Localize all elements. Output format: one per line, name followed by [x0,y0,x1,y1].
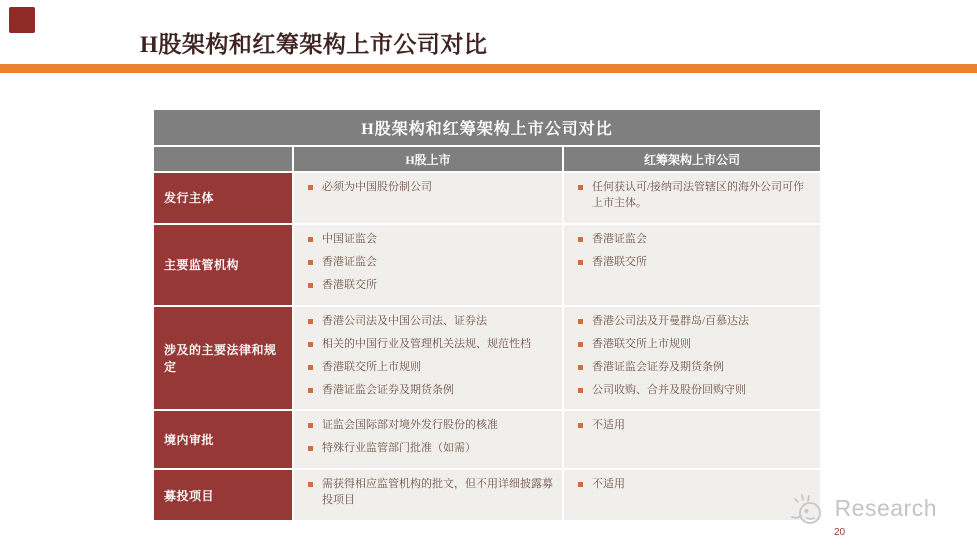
bullet-text: 香港证监会 [592,232,647,245]
bullet-list [576,180,812,212]
bullet-list [306,477,554,509]
bullet-item [306,360,554,376]
bullet-square-icon [308,237,313,242]
table-row [154,225,820,305]
table-row [154,411,820,468]
bullet-square-icon [308,260,313,265]
bullet-item [306,278,554,294]
row-label: 涉及的主要法律和规定 [154,307,292,410]
table-column-header-row [154,147,820,171]
page-title: H股架构和红筹架构上市公司对比 [140,32,488,57]
bullet-list [576,314,812,399]
row-label: 发行主体 [154,173,292,223]
bullet-square-icon [578,185,583,190]
bullet-item [576,255,812,271]
bullet-item [576,418,812,434]
bullet-item [576,314,812,330]
table-row [154,307,820,410]
bullet-item [306,441,554,457]
bullet-item [576,180,812,212]
bullet-item [306,232,554,248]
comparison-table [152,108,822,522]
bullet-square-icon [578,319,583,324]
bullet-text: 香港联交所 [592,255,647,268]
bullet-list [306,314,554,399]
cell-red-chip [564,411,820,468]
bullet-list [576,232,812,271]
bullet-item [306,255,554,271]
bullet-square-icon [308,446,313,451]
bullet-text: 香港联交所上市规则 [322,360,421,373]
bullet-text: 香港公司法及开曼群岛/百慕达法 [592,314,750,327]
cell-h-share [294,225,562,305]
bullet-item [306,180,554,196]
bullet-item [576,337,812,353]
column-header-h-share: H股上市 [294,147,562,171]
bullet-item [576,383,812,399]
bullet-square-icon [308,365,313,370]
bird-icon [787,489,829,527]
bullet-list [306,232,554,294]
row-label: 募投项目 [154,470,292,520]
page-number: 20 [834,527,846,538]
bullet-list [576,418,812,434]
bullet-item [306,418,554,434]
table-row [154,470,820,520]
bullet-text: 香港证监会证券及期货条例 [322,383,454,396]
bullet-square-icon [308,482,313,487]
cell-red-chip [564,307,820,410]
row-label: 境内审批 [154,411,292,468]
bullet-square-icon [578,260,583,265]
cell-h-share [294,470,562,520]
cell-red-chip [564,470,820,520]
column-header-blank [154,147,292,171]
bullet-text: 特殊行业监管部门批准（如需） [322,442,476,455]
bullet-item [306,314,554,330]
bullet-text: 相关的中国行业及管理机关法规、规范性档 [322,337,531,350]
bullet-text: 不适用 [592,419,625,432]
bullet-item [306,383,554,399]
bullet-square-icon [308,185,313,190]
bullet-item [576,477,812,493]
footer-brand [787,489,937,527]
cell-h-share [294,173,562,223]
bullet-square-icon [578,342,583,347]
bullet-text: 香港联交所上市规则 [592,337,691,350]
bullet-item [306,337,554,353]
bullet-square-icon [308,283,313,288]
bullet-text: 香港联交所 [322,278,377,291]
bullet-list [306,180,554,196]
bullet-square-icon [578,482,583,487]
bullet-text: 香港证监会 [322,255,377,268]
bullet-list [306,418,554,457]
bullet-text: 中国证监会 [322,232,377,245]
bullet-square-icon [308,319,313,324]
table-title: H股架构和红筹架构上市公司对比 [154,110,820,145]
bullet-item [576,360,812,376]
bullet-text: 香港证监会证券及期货条例 [592,360,724,373]
bullet-text: 不适用 [592,478,625,491]
bullet-square-icon [308,388,313,393]
bullet-text: 香港公司法及中国公司法、证券法 [322,314,487,327]
bullet-text: 证监会国际部对境外发行股份的核准 [322,419,498,432]
bullet-square-icon [308,423,313,428]
bullet-item [306,477,554,509]
cell-red-chip [564,225,820,305]
bullet-text: 公司收购、合并及股份回购守则 [592,383,746,396]
bullet-square-icon [578,237,583,242]
bullet-text: 任何获认可/接纳司法管辖区的海外公司可作上市主体。 [592,181,805,209]
row-label: 主要监管机构 [154,225,292,305]
bullet-square-icon [578,423,583,428]
table-body [154,173,820,520]
title-accent-bar [0,64,977,73]
bullet-square-icon [578,365,583,370]
bullet-square-icon [308,342,313,347]
brand-research-label: Research [834,494,937,521]
cell-h-share [294,411,562,468]
bullet-text: 必须为中国股份制公司 [322,181,432,193]
brand-logo-square [9,7,35,33]
bullet-text: 需获得相应监管机构的批文，但不用详细披露募投项目 [322,478,553,507]
bullet-list [576,477,812,493]
bullet-item [576,232,812,248]
cell-red-chip [564,173,820,223]
column-header-red-chip: 红筹架构上市公司 [564,147,820,171]
cell-h-share [294,307,562,410]
bullet-square-icon [578,388,583,393]
table-title-row [154,110,820,145]
table-row [154,173,820,223]
